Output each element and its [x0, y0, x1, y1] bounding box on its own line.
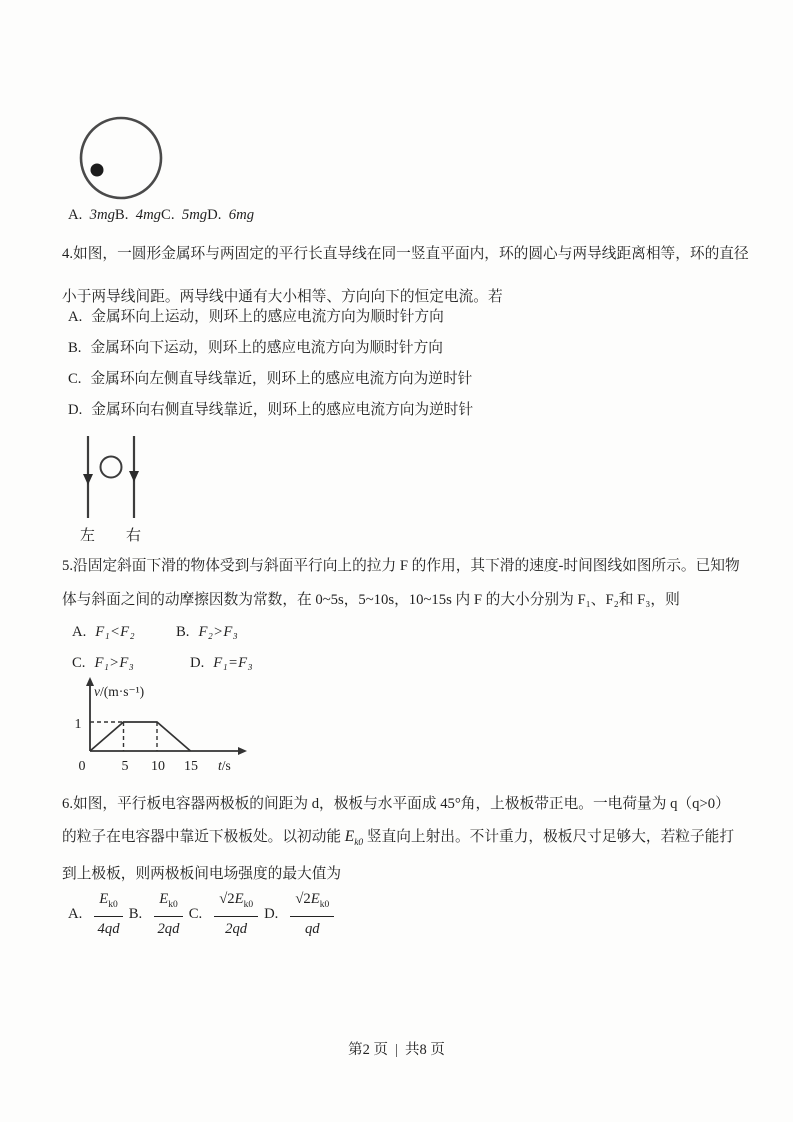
q4-options	[68, 302, 473, 426]
q5-option-a	[72, 617, 176, 648]
option-letter: B.	[128, 905, 143, 922]
option-letter: A.	[68, 309, 83, 325]
y-tick-1: 1	[74, 717, 82, 732]
q6-option-c	[189, 889, 260, 940]
q6-option-d	[264, 889, 336, 940]
q6-options	[68, 882, 340, 946]
q5-options	[72, 617, 253, 679]
q3-options-line	[68, 203, 254, 227]
fraction: $\frac{E_{k0}}{2qd}$	[154, 889, 182, 940]
option-text: 金属环向上运动，则环上的感应电流方向为顺时针方向	[91, 309, 444, 325]
q6-stem-line2	[62, 821, 762, 859]
option-value: F₁<F₂	[95, 624, 135, 640]
option-value: F₁>F₃	[94, 655, 135, 671]
footer-total-pages: 共8 页	[404, 1042, 445, 1058]
fraction: $\frac{√2E_{k0}}{2qd}$	[214, 889, 258, 940]
ball-on-ring	[91, 164, 104, 177]
x-tick-0: 0	[78, 759, 86, 774]
vt-curve	[90, 722, 191, 751]
q3-option-c	[161, 207, 207, 223]
option-value: F₂>F₃	[198, 624, 239, 640]
q6-option-b	[129, 889, 185, 940]
ring-outline	[81, 118, 161, 198]
option-letter: C.	[188, 905, 203, 922]
q4-stem-line1: 4.如图，一圆形金属环与两固定的平行长直导线在同一竖直平面内，环的圆心与两导线距离相等，环的直径	[62, 246, 749, 262]
left-wire-arrow-down-icon	[83, 474, 93, 485]
q4-option-c	[68, 364, 473, 395]
q6-stem	[62, 789, 762, 890]
ring-ball-diagram	[53, 104, 223, 216]
fraction: $\frac{√2E_{k0}}{qd}$	[290, 889, 334, 940]
two-wires-ring-diagram	[70, 428, 200, 546]
energy-subscript: k0	[354, 837, 364, 848]
q4-option-d	[68, 395, 473, 426]
x-tick-5: 5	[121, 759, 129, 774]
option-value: 3mg	[89, 207, 115, 223]
x-tick-15: 15	[184, 759, 198, 774]
fraction: $\frac{E_{k0}}{4qd}$	[94, 889, 122, 940]
q6-line2-pre: 的粒子在电容器中靠近下极板处。以初动能	[62, 828, 345, 845]
option-letter: D.	[207, 207, 222, 223]
option-letter: B.	[114, 207, 129, 223]
option-letter: D.	[190, 655, 205, 671]
q5-option-d	[190, 655, 253, 671]
q4-option-a	[68, 302, 473, 333]
option-letter: B.	[176, 624, 190, 640]
velocity-time-graph	[68, 674, 308, 779]
page-footer	[0, 1038, 793, 1059]
option-value: F₁=F₃	[213, 655, 253, 671]
footer-separator: |	[395, 1042, 398, 1058]
option-letter: A.	[68, 207, 83, 223]
y-axis-arrow-icon	[86, 677, 94, 686]
metal-ring	[101, 457, 122, 478]
option-letter: D.	[264, 905, 279, 922]
q6-option-a	[68, 889, 125, 940]
footer-page-number: 第2 页	[348, 1042, 389, 1058]
energy-symbol: E	[344, 827, 355, 845]
option-letter: C.	[72, 655, 86, 671]
q6-stem-line3: 到上极板，则两极板间电场强度的最大值为	[62, 865, 342, 882]
option-text: 金属环向左侧直导线靠近，则环上的感应电流方向为逆时针	[90, 371, 473, 387]
option-letter: D.	[68, 402, 83, 418]
option-text: 金属环向右侧直导线靠近，则环上的感应电流方向为逆时针	[91, 402, 474, 418]
option-text: 金属环向下运动，则环上的感应电流方向为顺时针方向	[90, 340, 443, 356]
option-letter: B.	[68, 340, 82, 356]
x-tick-10: 10	[151, 759, 165, 774]
option-value: 5mg	[181, 207, 208, 223]
q6-stem-line1: 6.如图，平行板电容器两极板的间距为 d，极板与水平面成 45°角，上极板带正电。一电荷量为 q（q>0）	[62, 796, 730, 812]
q3-option-d	[207, 207, 254, 223]
y-axis-label: v/(m·s⁻¹)	[94, 684, 145, 699]
x-axis-label: t/s	[218, 758, 231, 773]
x-axis-arrow-icon	[238, 747, 247, 755]
option-letter: A.	[68, 905, 83, 922]
left-wire-label: 左	[80, 528, 96, 544]
option-value: 6mg	[228, 207, 255, 223]
q5-option-b	[176, 624, 238, 640]
option-letter: C.	[68, 371, 82, 387]
option-letter: C.	[161, 207, 175, 223]
q5-stem-line2: 体与斜面之间的动摩擦因数为常数，在 0~5s，5~10s，10~15s 内 F 的大小分别为 F₁、F₂和 F₃，则	[62, 592, 680, 608]
q4-option-b	[68, 333, 473, 364]
q3-option-b	[115, 207, 161, 223]
q5-options-row1	[72, 617, 253, 648]
q5-stem	[62, 549, 762, 617]
q4-stem-line2: 小于两导线间距。两导线中通有大小相等、方向向下的恒定电流。若	[62, 289, 503, 305]
right-wire-label: 右	[126, 528, 142, 544]
option-letter: A.	[72, 624, 87, 640]
q5-stem-line1: 5.沿固定斜面下滑的物体受到与斜面平行向上的拉力 F 的作用，其下滑的速度-时间图线如图所示。已知物	[62, 558, 740, 574]
q6-line2-post: 竖直向上射出。不计重力，极板尺寸足够大，若粒子能打	[363, 828, 735, 845]
right-wire-arrow-down-icon	[129, 471, 139, 482]
q3-option-a	[68, 207, 115, 223]
option-value: 4mg	[135, 207, 162, 223]
